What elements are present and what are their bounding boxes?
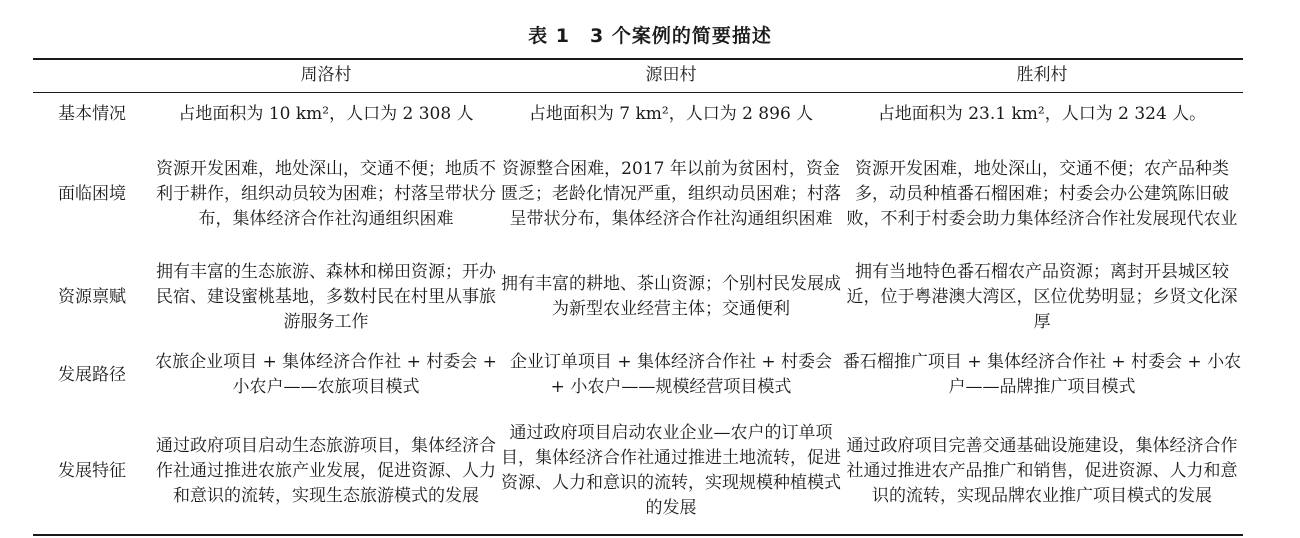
table-row	[33, 408, 1243, 535]
column-header-yuantian: 源田村	[501, 59, 841, 92]
row-label: 面临困境	[58, 183, 126, 204]
table-cell: 拥有当地特色番石榴农产品资源；离封开县城区较近，位于粤港澳大湾区，区位优势明显；乡贤文化深厚	[846, 261, 1238, 332]
header-row	[33, 59, 1243, 92]
table-cell: 企业订单项目 + 集体经济合作社 + 村委会 + 小农户——规模经营项目模式	[509, 352, 833, 397]
table-row	[33, 136, 1243, 252]
table-caption: 表 1 3 个案例的简要描述	[528, 25, 772, 47]
row-label: 基本情况	[58, 103, 126, 124]
table-cell: 番石榴推广项目 + 集体经济合作社 + 村委会 + 小农户——品牌推广项目模式	[842, 352, 1242, 397]
table-cell: 占地面积为 10 km²，人口为 2 308 人	[178, 103, 474, 124]
row-label: 发展路径	[58, 364, 126, 385]
column-header-zhouluo: 周洛村	[151, 59, 501, 92]
table-row	[33, 92, 1243, 136]
table-cell: 拥有丰富的生态旅游、森林和梯田资源；开办民宿、建设蜜桃基地，多数村民在村里从事旅游服务工作	[156, 261, 496, 332]
row-label: 资源禀赋	[58, 286, 126, 307]
header-corner	[33, 59, 151, 92]
row-label: 发展特征	[33, 408, 151, 535]
table-cell: 资源开发困难，地处深山，交通不便；农产品种类多，动员种植番石榴困难；村委会办公建筑陈旧破败，不利于村委会助力集体经济合作社发展现代农业	[846, 158, 1238, 229]
table-cell: 占地面积为 7 km²，人口为 2 896 人	[528, 103, 814, 124]
table-cell: 资源整合困难，2017 年以前为贫困村，资金匮乏；老龄化情况严重，组织动员困难；村落呈带状分布，集体经济合作社沟通组织困难	[501, 158, 841, 229]
table-cell: 通过政府项目启动农业企业—农户的订单项目，集体经济合作社通过推进土地流转，促进资源、人力和意识的流转，实现规模种植模式的发展	[501, 408, 841, 535]
table-cell: 通过政府项目完善交通基础设施建设，集体经济合作社通过推进农产品推广和销售，促进资源、人力和意识的流转，实现品牌农业推广项目模式的发展	[841, 408, 1243, 535]
table-cell: 农旅企业项目 + 集体经济合作社 + 村委会 + 小农户——农旅项目模式	[155, 352, 497, 397]
table-cell: 占地面积为 23.1 km²，人口为 2 324 人。	[877, 103, 1207, 124]
case-table	[33, 58, 1243, 536]
column-header-shengli: 胜利村	[841, 59, 1243, 92]
table-cell: 拥有丰富的耕地、茶山资源；个别村民发展成为新型农业经营主体；交通便利	[501, 274, 841, 319]
table-row	[33, 342, 1243, 408]
table-cell: 资源开发困难，地处深山，交通不便；地质不利于耕作，组织动员较为困难；村落呈带状分布，集体经济合作社沟通组织困难	[156, 158, 496, 229]
table-cell: 通过政府项目启动生态旅游项目，集体经济合作社通过推进农旅产业发展，促进资源、人力和意识的流转，实现生态旅游模式的发展	[151, 408, 501, 535]
table-row	[33, 252, 1243, 342]
